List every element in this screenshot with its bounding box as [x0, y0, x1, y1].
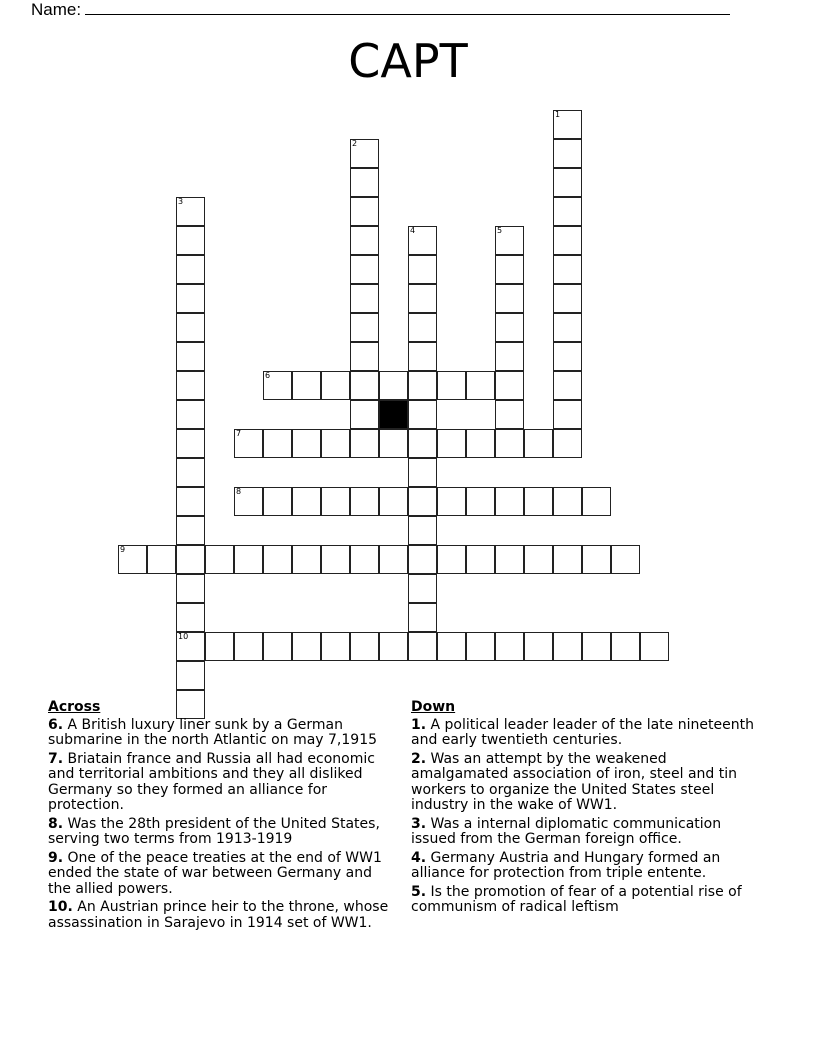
black-cell: [379, 400, 408, 429]
grid-cell[interactable]: [408, 458, 437, 487]
down-clue: [411, 752, 761, 814]
grid-cell[interactable]: [553, 400, 582, 429]
grid-cell[interactable]: [582, 487, 611, 516]
grid-cell[interactable]: [379, 632, 408, 661]
grid-cell[interactable]: [176, 226, 205, 255]
clue-num: 4.: [411, 849, 427, 866]
clue-number: 1: [555, 110, 561, 119]
grid-cell[interactable]: [553, 545, 582, 574]
grid-cell[interactable]: [350, 168, 379, 197]
grid-cell[interactable]: [408, 632, 437, 661]
clue-text: Briatain france and Russia all had economic and territorial ambitions and they all disliked Germany so they formed an alliance for protection.: [48, 750, 375, 813]
grid-cell[interactable]: [553, 284, 582, 313]
grid-cell[interactable]: [408, 226, 437, 255]
grid-cell[interactable]: [553, 371, 582, 400]
grid-cell[interactable]: [437, 429, 466, 458]
grid-cell[interactable]: [408, 255, 437, 284]
down-clue: [411, 718, 761, 749]
grid-cell[interactable]: [495, 255, 524, 284]
grid-cell[interactable]: [437, 487, 466, 516]
grid-cell[interactable]: [147, 545, 176, 574]
grid-cell[interactable]: [321, 487, 350, 516]
grid-cell[interactable]: [292, 371, 321, 400]
grid-cell[interactable]: [408, 545, 437, 574]
grid-cell[interactable]: [263, 545, 292, 574]
clue-num: 7.: [48, 750, 64, 767]
grid-cell[interactable]: [495, 371, 524, 400]
across-clues: [48, 700, 398, 934]
grid-cell[interactable]: [176, 516, 205, 545]
grid-cell[interactable]: [176, 371, 205, 400]
grid-cell[interactable]: [553, 255, 582, 284]
grid-cell[interactable]: [524, 487, 553, 516]
grid-cell[interactable]: [176, 197, 205, 226]
clue-text: Is the promotion of fear of a potential rise of communism of radical leftism: [411, 883, 742, 915]
grid-cell[interactable]: [408, 342, 437, 371]
across-clue: [48, 851, 398, 898]
grid-cell[interactable]: [292, 429, 321, 458]
grid-cell[interactable]: [437, 632, 466, 661]
grid-cell[interactable]: [350, 284, 379, 313]
grid-cell[interactable]: [292, 632, 321, 661]
grid-cell[interactable]: [408, 574, 437, 603]
grid-cell[interactable]: [205, 632, 234, 661]
down-clues: [411, 700, 761, 919]
grid-cell[interactable]: [263, 371, 292, 400]
grid-cell[interactable]: [553, 429, 582, 458]
grid-cell[interactable]: [176, 400, 205, 429]
clue-num: 3.: [411, 815, 427, 832]
clue-number: 3: [178, 197, 184, 206]
grid-cell[interactable]: [495, 545, 524, 574]
grid-cell[interactable]: [466, 371, 495, 400]
clue-number: 9: [120, 545, 126, 554]
grid-cell[interactable]: [408, 371, 437, 400]
grid-cell[interactable]: [176, 574, 205, 603]
grid-cell[interactable]: [350, 545, 379, 574]
grid-cell[interactable]: [466, 632, 495, 661]
grid-cell[interactable]: [553, 226, 582, 255]
grid-cell[interactable]: [553, 197, 582, 226]
clue-text: A British luxury liner sunk by a German submarine in the north Atlantic on may 7,1915: [48, 716, 378, 748]
grid-cell[interactable]: [379, 429, 408, 458]
grid-cell[interactable]: [176, 632, 205, 661]
clue-number: 8: [236, 487, 242, 496]
grid-cell[interactable]: [176, 313, 205, 342]
clue-text: Germany Austria and Hungary formed an alliance for protection from triple entente.: [411, 849, 721, 881]
grid-cell[interactable]: [495, 487, 524, 516]
grid-cell[interactable]: [234, 487, 263, 516]
clue-number: 4: [410, 226, 416, 235]
down-clue: [411, 817, 761, 848]
clue-text: Was the 28th president of the United States, serving two terms from 1913-1919: [48, 815, 380, 847]
grid-cell[interactable]: [553, 110, 582, 139]
grid-cell[interactable]: [292, 487, 321, 516]
grid-cell[interactable]: [176, 429, 205, 458]
grid-cell[interactable]: [379, 487, 408, 516]
clue-num: 5.: [411, 883, 427, 900]
clue-num: 1.: [411, 716, 427, 733]
name-label: Name:: [31, 0, 82, 19]
grid-cell[interactable]: [408, 603, 437, 632]
grid-cell[interactable]: [553, 313, 582, 342]
name-line[interactable]: [85, 0, 730, 15]
clue-number: 7: [236, 429, 242, 438]
grid-cell[interactable]: [495, 429, 524, 458]
grid-cell[interactable]: [118, 545, 147, 574]
clue-text: An Austrian prince heir to the throne, whose assassination in Sarajevo in 1914 set of WW1.: [48, 899, 389, 931]
grid-cell[interactable]: [437, 545, 466, 574]
grid-cell[interactable]: [292, 545, 321, 574]
grid-cell[interactable]: [611, 545, 640, 574]
grid-cell[interactable]: [176, 487, 205, 516]
grid-cell[interactable]: [437, 371, 466, 400]
grid-cell[interactable]: [350, 139, 379, 168]
grid-cell[interactable]: [495, 226, 524, 255]
clue-text: Was a internal diplomatic communication issued from the German foreign office.: [411, 815, 722, 847]
clue-text: One of the peace treaties at the end of WW1 ended the state of war between Germany and the allied powers.: [48, 849, 382, 897]
grid-cell[interactable]: [495, 400, 524, 429]
clue-num: 10.: [48, 899, 73, 915]
grid-cell[interactable]: [495, 342, 524, 371]
grid-cell[interactable]: [350, 313, 379, 342]
grid-cell[interactable]: [205, 545, 234, 574]
grid-cell[interactable]: [350, 632, 379, 661]
grid-cell[interactable]: [408, 400, 437, 429]
name-field[interactable]: [31, 0, 730, 20]
clue-num: 9.: [48, 849, 64, 866]
grid-cell[interactable]: [350, 226, 379, 255]
grid-cell[interactable]: [350, 197, 379, 226]
grid-cell[interactable]: [553, 168, 582, 197]
clue-number: 6: [265, 371, 271, 380]
grid-cell[interactable]: [176, 342, 205, 371]
down-clue: [411, 851, 761, 882]
grid-cell[interactable]: [524, 545, 553, 574]
grid-cell[interactable]: [176, 603, 205, 632]
grid-cell[interactable]: [466, 429, 495, 458]
clue-num: 6.: [48, 716, 64, 733]
grid-cell[interactable]: [321, 371, 350, 400]
grid-cell[interactable]: [379, 545, 408, 574]
grid-cell[interactable]: [408, 429, 437, 458]
puzzle-title: CAPT: [348, 34, 468, 88]
grid-cell[interactable]: [350, 371, 379, 400]
across-clue: [48, 817, 398, 848]
grid-cell[interactable]: [495, 284, 524, 313]
grid-cell[interactable]: [176, 284, 205, 313]
grid-cell[interactable]: [408, 313, 437, 342]
grid-cell[interactable]: [466, 487, 495, 516]
grid-cell[interactable]: [379, 371, 408, 400]
grid-cell[interactable]: [553, 139, 582, 168]
grid-cell[interactable]: [176, 458, 205, 487]
clue-number: 2: [352, 139, 358, 148]
clue-num: 2.: [411, 750, 427, 767]
grid-cell[interactable]: [234, 632, 263, 661]
grid-cell[interactable]: [321, 545, 350, 574]
grid-cell[interactable]: [553, 487, 582, 516]
grid-cell[interactable]: [176, 661, 205, 690]
grid-cell[interactable]: [350, 429, 379, 458]
grid-cell[interactable]: [408, 516, 437, 545]
clue-text: Was an attempt by the weakened amalgamated association of iron, steel and tin workers to organize the United States steel industry in the wake of WW1.: [411, 750, 737, 813]
grid-cell[interactable]: [176, 255, 205, 284]
across-heading: Across: [48, 699, 101, 715]
clue-text: A political leader leader of the late nineteenth and early twentieth centuries.: [411, 716, 754, 748]
grid-cell[interactable]: [640, 632, 669, 661]
grid-cell[interactable]: [176, 545, 205, 574]
grid-cell[interactable]: [234, 429, 263, 458]
grid-cell[interactable]: [553, 632, 582, 661]
grid-cell[interactable]: [408, 284, 437, 313]
across-clue: [48, 752, 398, 814]
across-clue: [48, 900, 398, 931]
grid-cell[interactable]: [321, 429, 350, 458]
grid-cell[interactable]: [524, 429, 553, 458]
down-clue: [411, 885, 761, 916]
clue-number: 5: [497, 226, 503, 235]
down-heading: Down: [411, 699, 456, 715]
grid-cell[interactable]: [263, 632, 292, 661]
grid-cell[interactable]: [495, 632, 524, 661]
grid-cell[interactable]: [466, 545, 495, 574]
grid-cell[interactable]: [582, 545, 611, 574]
grid-cell[interactable]: [321, 632, 350, 661]
clue-number: 10: [178, 632, 189, 641]
grid-cell[interactable]: [263, 487, 292, 516]
grid-cell[interactable]: [263, 429, 292, 458]
grid-cell[interactable]: [350, 487, 379, 516]
grid-cell[interactable]: [582, 632, 611, 661]
grid-cell[interactable]: [408, 487, 437, 516]
grid-cell[interactable]: [350, 342, 379, 371]
grid-cell[interactable]: [234, 545, 263, 574]
grid-cell[interactable]: [350, 255, 379, 284]
grid-cell[interactable]: [611, 632, 640, 661]
grid-cell[interactable]: [495, 313, 524, 342]
grid-cell[interactable]: [553, 342, 582, 371]
across-clue: [48, 718, 398, 749]
clue-num: 8.: [48, 815, 64, 832]
grid-cell[interactable]: [524, 632, 553, 661]
grid-cell[interactable]: [350, 400, 379, 429]
